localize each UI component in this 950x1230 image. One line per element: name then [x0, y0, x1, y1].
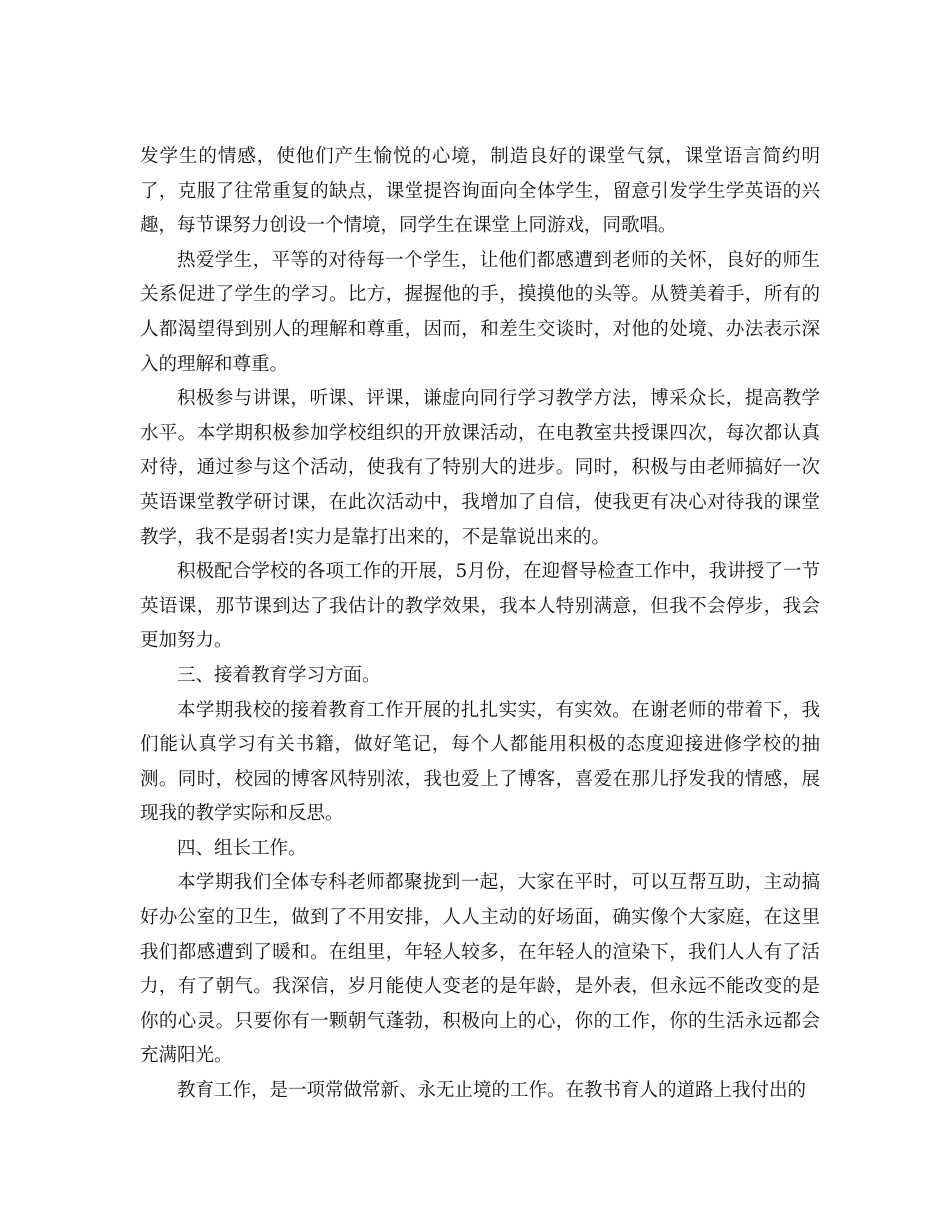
paragraph-school-cooperation: 积极配合学校的各项工作的开展，5月份，在迎督导检查工作中，我讲授了一节英语课，那节课到达了我估计的教学效果，我本人特别满意，但我不会停步，我会更加努力。 — [140, 561, 820, 652]
section-heading-continuing-education: 三、接着教育学习方面。 — [177, 664, 381, 686]
section-heading-group-leader: 四、组长工作。 — [177, 837, 307, 859]
paragraph-caring-for-students: 热爱学生，平等的对待每一个学生，让他们都感遭到老师的关怀，良好的师生关系促进了学生的学习。比方，握握他的手，摸摸他的头等。从赞美着手，所有的人都渴望得到别人的理解和尊重，因而，和差生交谈时，对他的处境、办法表示深入的理解和尊重。 — [140, 249, 820, 375]
paragraph-group-leader: 本学期我们全体专科老师都聚拢到一起，大家在平时，可以互帮互助，主动搞好办公室的卫生，做到了不用安排，人人主动的好场面，确实像个大家庭，在这里我们都感遭到了暖和。在组里，年轻人较多，在年轻人的渲染下，我们人人有了活力，有了朝气。我深信，岁月能使人变老的是年龄，是外表，但永远不能改变的是你的心灵。只要你有一颗朝气蓬勃，积极向上的心，你的工作，你的生活永远都会充满阳光。 — [140, 872, 820, 1067]
paragraph-lesson-participation: 积极参与讲课，听课、评课，谦虚向同行学习教学方法，博采众长，提高教学水平。本学期积极参加学校组织的开放课活动，在电教室共授课四次，每次都认真对待，通过参与这个活动，使我有了特别大的进步。同时，积极与由老师搞好一次英语课堂教学研讨课，在此次活动中，我增加了自信，使我更有决心对待我的课堂教学，我不是弱者!实力是靠打出来的，不是靠说出来的。 — [140, 388, 820, 548]
document-body — [140, 140, 820, 1109]
paragraph-continuing-education: 本学期我校的接着教育工作开展的扎扎实实，有实效。在谢老师的带着下，我们能认真学习有关书籍，做好笔记，每个人都能用积极的态度迎接进修学校的抽测。同时，校园的博客风特别浓，我也爱上了博客，喜爱在那儿抒发我的情感，展现我的教学实际和反思。 — [140, 699, 820, 825]
paragraph-continued: 发学生的情感，使他们产生愉悦的心境，制造良好的课堂气氛，课堂语言简约明了，克服了往常重复的缺点，课堂提咨询面向全体学生，留意引发学生学英语的兴趣，每节课努力创设一个情境，同学生在课堂上同游戏，同歌唱。 — [140, 146, 820, 237]
paragraph-conclusion: 教育工作，是一项常做常新、永无止境的工作。在教书育人的道路上我付出的 — [177, 1080, 807, 1102]
